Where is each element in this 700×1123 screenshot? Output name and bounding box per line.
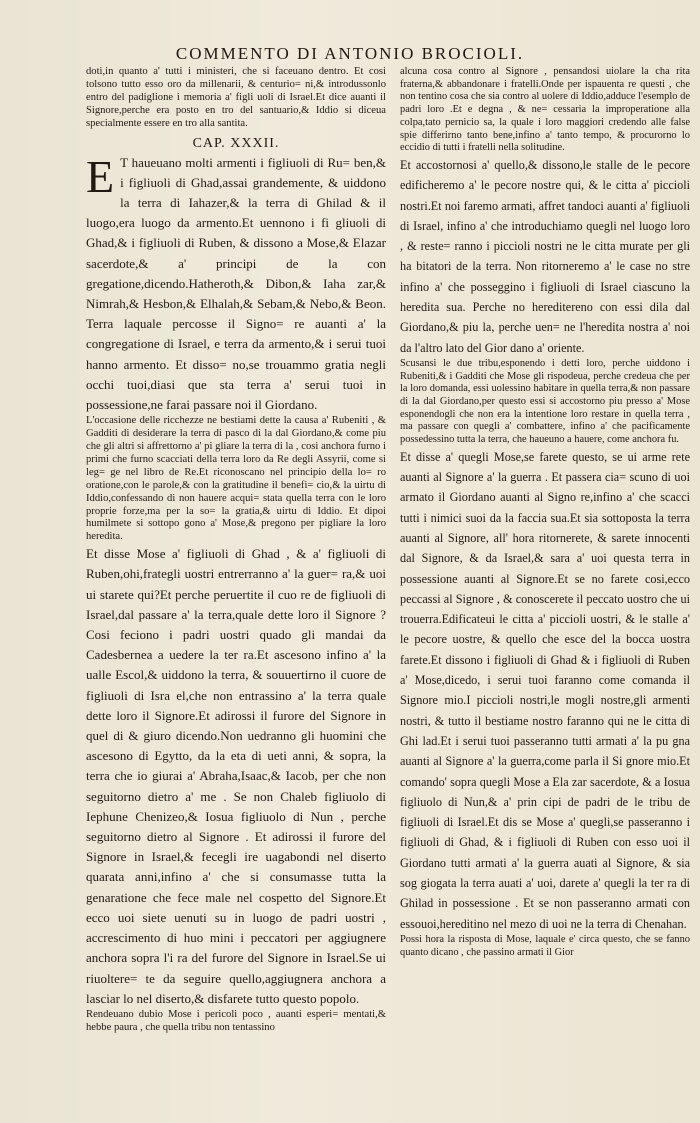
left-commentary-top: doti,in quanto a' tutti i ministeri, che si faceuano dentro. Et cosi tolsono tutto esso oro da millenarii, & centurio= ni,& introdussonlo entro del padiglione i memoria a' figli uoli di Israel.Et dice auanti il Signore,perche era posto en tro del santuario,& Iddio si diceua specialmente essere en tro alla santita. bbox=[86, 66, 386, 129]
running-header: COMMENTO DI ANTONIO BROCIOLI. bbox=[175, 44, 525, 63]
right-commentary-bottom: Possi hora la risposta di Mose, laquale e' circa questo, che se fanno quanto dicano , che passino armati il Gior bbox=[400, 933, 690, 958]
chapter-heading: CAP. XXXII. bbox=[192, 135, 280, 151]
left-scripture-text: T haueuano molti armenti i figliuoli di Ru= ben,& i figliuoli di Ghad,assai grandemente, & uiddono la terra di Iahazer,& la terra di Ghilad & il luogo,era luogo da armento.Et uennono i fi gliuoli di Ghad,& i figliuoli di Ruben, & dissono a Mose,& Elazar sacerdote,& a' principi de la con gregatione,dicendo.Hatheroth,& Dibon,& Iaha zar,& Nimrah,& Hesbon,& Elhalah,& Sebam,& Nebo,& Beon. Terra laquale percosse il Signo= re auanti a' la congregatione di Israel, e terra da armento,& i serui tuoi hanno armento. Et disso= no,se trouammo gratia negli occhi tuoi,diasi que sta terra a' serui tuoi in possessione,ne farai passare noi il Giordano. bbox=[86, 154, 386, 412]
right-column bbox=[400, 66, 690, 959]
right-commentary-middle: Scusansi le due tribu,esponendo i detti loro, perche uiddono i Rubeniti,& i Gadditi che Mose gli rispodeua, perche credeua che per la loro domanda, essi uolessino habitare in quella terra,& non passare di la dal Giordano,per questo essi si accostorno piu presso a' Mose esponendogli che non era la intentione loro restare in quella terra , ma passare con quegli a' combattere, infino a' che pacificamente possedessino tutta la terra, che haueuno a hauere, come anchora fu. bbox=[400, 357, 690, 446]
left-column bbox=[86, 66, 386, 1035]
drop-capital: E bbox=[86, 150, 115, 202]
left-commentary-bottom: Rendeuano dubio Mose i pericoli poco , auanti esperi= mentati,& hebbe paura , che quella tribu non tentassino bbox=[86, 1008, 386, 1033]
right-commentary-top: alcuna cosa contro al Signore , pensandosi uiolare la cha rita fraterna,& abbandonare i fratelli.Onde per ispauenta re questi , che non tentino cosa che sia contro al uolere di Iddio,adduce l'esemplo de padri loro .Et e degna , & ne= cessaria la improperatione alla colpa,tato pernicio sa, la quale i loro maggiori credendo alle false spie differirno tanto bene,infino a' tanto tempo, & procurorno lo eccidio di tutti i fratelli nella solitudine. bbox=[400, 66, 690, 154]
right-scripture-text: Et accostornosi a' quello,& dissono,le stalle de le pecore edificheremo a' le pecore nostre qui, & le citta a' piccioli nostri.Et noi faremo armati, affret tandoci auanti a' figliuoli di Israel, infino a' che introduchiamo quegli nel luogo loro , & reste= ranno i piccioli nostri ne le citta murate per gli ha bitatori de la terra. Non ritorneremo a' le case no stre infino a' che posseggino i figliuoli di Israel ciascuno la heredita sua. Perche no hereditereno con essi dila dal Giordano,& piu la, perche uen= ne l'heredita nostra a' noi da l'altro lato del Gior dano a' oriente. bbox=[400, 157, 690, 355]
right-scripture-text-2: Et disse a' quegli Mose,se farete questo, se ui arme rete auanti al Signore a' la guerra . Et passera cia= scuno di uoi armato il Giordano auanti al Signo re,infino a' che scacci tutti i nimici suoi da la faccia sua.Et sia sottoposta la terra auanti al Signore, all' hora ritornerete, & sarete innocenti dal Signore, & da Israel,& sara a' uoi questa terra in possessione auanti al Signore.Et se no farete cosi,ecco peccassi al Signore , & conoscerete il peccato uostro che ui trouerra.Edificateui le citta a' piccioli uostri, & le stalle a' le pecore uostre, & quello che esce del la bocca uostra farete.Et dissono i figliuoli di Ghad & i figliuoli di Ruben a' Mose,dicedo, i serui tuoi faranno come comanda il Signore mio.I piccioli nostri,le mogli nostre,gli armenti nostri, & tutto il bestiame nostro faranno qui ne le citta di Ghi lad.Et i serui tuoi passeranno tutti armati a' la pu gna auanti al Signore a' la guerra,come parla il Si gnore mio.Et comando' sopra quegli Mose a Ela zar sacerdote, & a Iosua figliuolo di Nun,& a' prin cipi de padri de le tribu de figliuoli di Israel.Et dis se Mose a' quegli,se passeranno i figliuoli di Ghad, & i figliuoli di Ruben con esso uoi il Giordano tutti armati a' la guerra auati al Signore, & sia sog giogata la terra auati a' uoi, darete a' quegli la ter ra di Ghilad in possessione . Et se non passeranno armati con essouoi,hereditino nel mezo di uoi ne la terra di Chenahan. bbox=[400, 449, 690, 931]
left-commentary-middle: L'occasione delle ricchezze ne bestiami dette la causa a' Rubeniti , & Gadditi di desiderare la terra di pasco di la dal Giordano,& come piu che gli altri si affrettorno a' pi gliare la terra di la , cosi anchora furno i primi che furno scacciati della terra loro da Re degli Assyrii, come si leg= ge nel libro de Re.Et riconoscano nel principio della lo= ro oratione,con le parole,& con la gratitudine il benefi= cio,& la uirtu di Iddio,confessando di non hauere acqui= stata quella terra con le loro proprie forze,ma per la so= la gratia,& uirtu di Iddio. Et dipoi humilmete si sottopo gono a' Mose,& pregono per pigliare la loro heredita. bbox=[86, 415, 386, 543]
chapter-opening bbox=[86, 150, 386, 416]
left-scripture-text-2: Et disse Mose a' figliuoli di Ghad , & a' figliuoli di Ruben,ohi,frategli uostri entrerranno a' la guer= ra,& uoi ui starete qui?Et perche peruertite il cuo re de figliuoli di Israel,dal passare a' la terra,quale dette loro il Signore ? Cosi feciono i padri uostri quado gli mandai da Cadesbernea a uedere la ter ra.Et ascesono infino a' la ualle Escol,& uiddono la terra, & souuertirno il cuore de figliuoli di Isra el,che non entrassino a' la terra quale dette loro il Signore.Et adirossi il furore del Signore in quel di & giuro dicendo.Non uedranno gli huomini che ascesono di Egytto, da la eta di ueti anni, & sopra, la terra che io giurai a' Abraha,Isaac,& Iacob, per che non seguitorno dietro a' me . Se non Chaleb figliuolo di Iephune Chenizeo,& Iosua figliuolo di Nun , perche seguitorno dietro al Signore . Et adirossi il furore del Signore in Israel,& fecegli ire uagabondi nel diserto quarata anni,infino a' che si consumasse tutta la genaratione che fece male nel cospetto del Signore.Et ecco uoi siete uenuti su in luogo de padri uostri , accrescimento di huo mini i peccatori per aggiugnere anchora sopra l'i ra del furore del Signore in Israel.Se ui riuoltere= te da seguire quello,aggiugnera anchora a lasciar lo nel diserto,& disfarete tutto questo popolo. bbox=[86, 546, 386, 1006]
